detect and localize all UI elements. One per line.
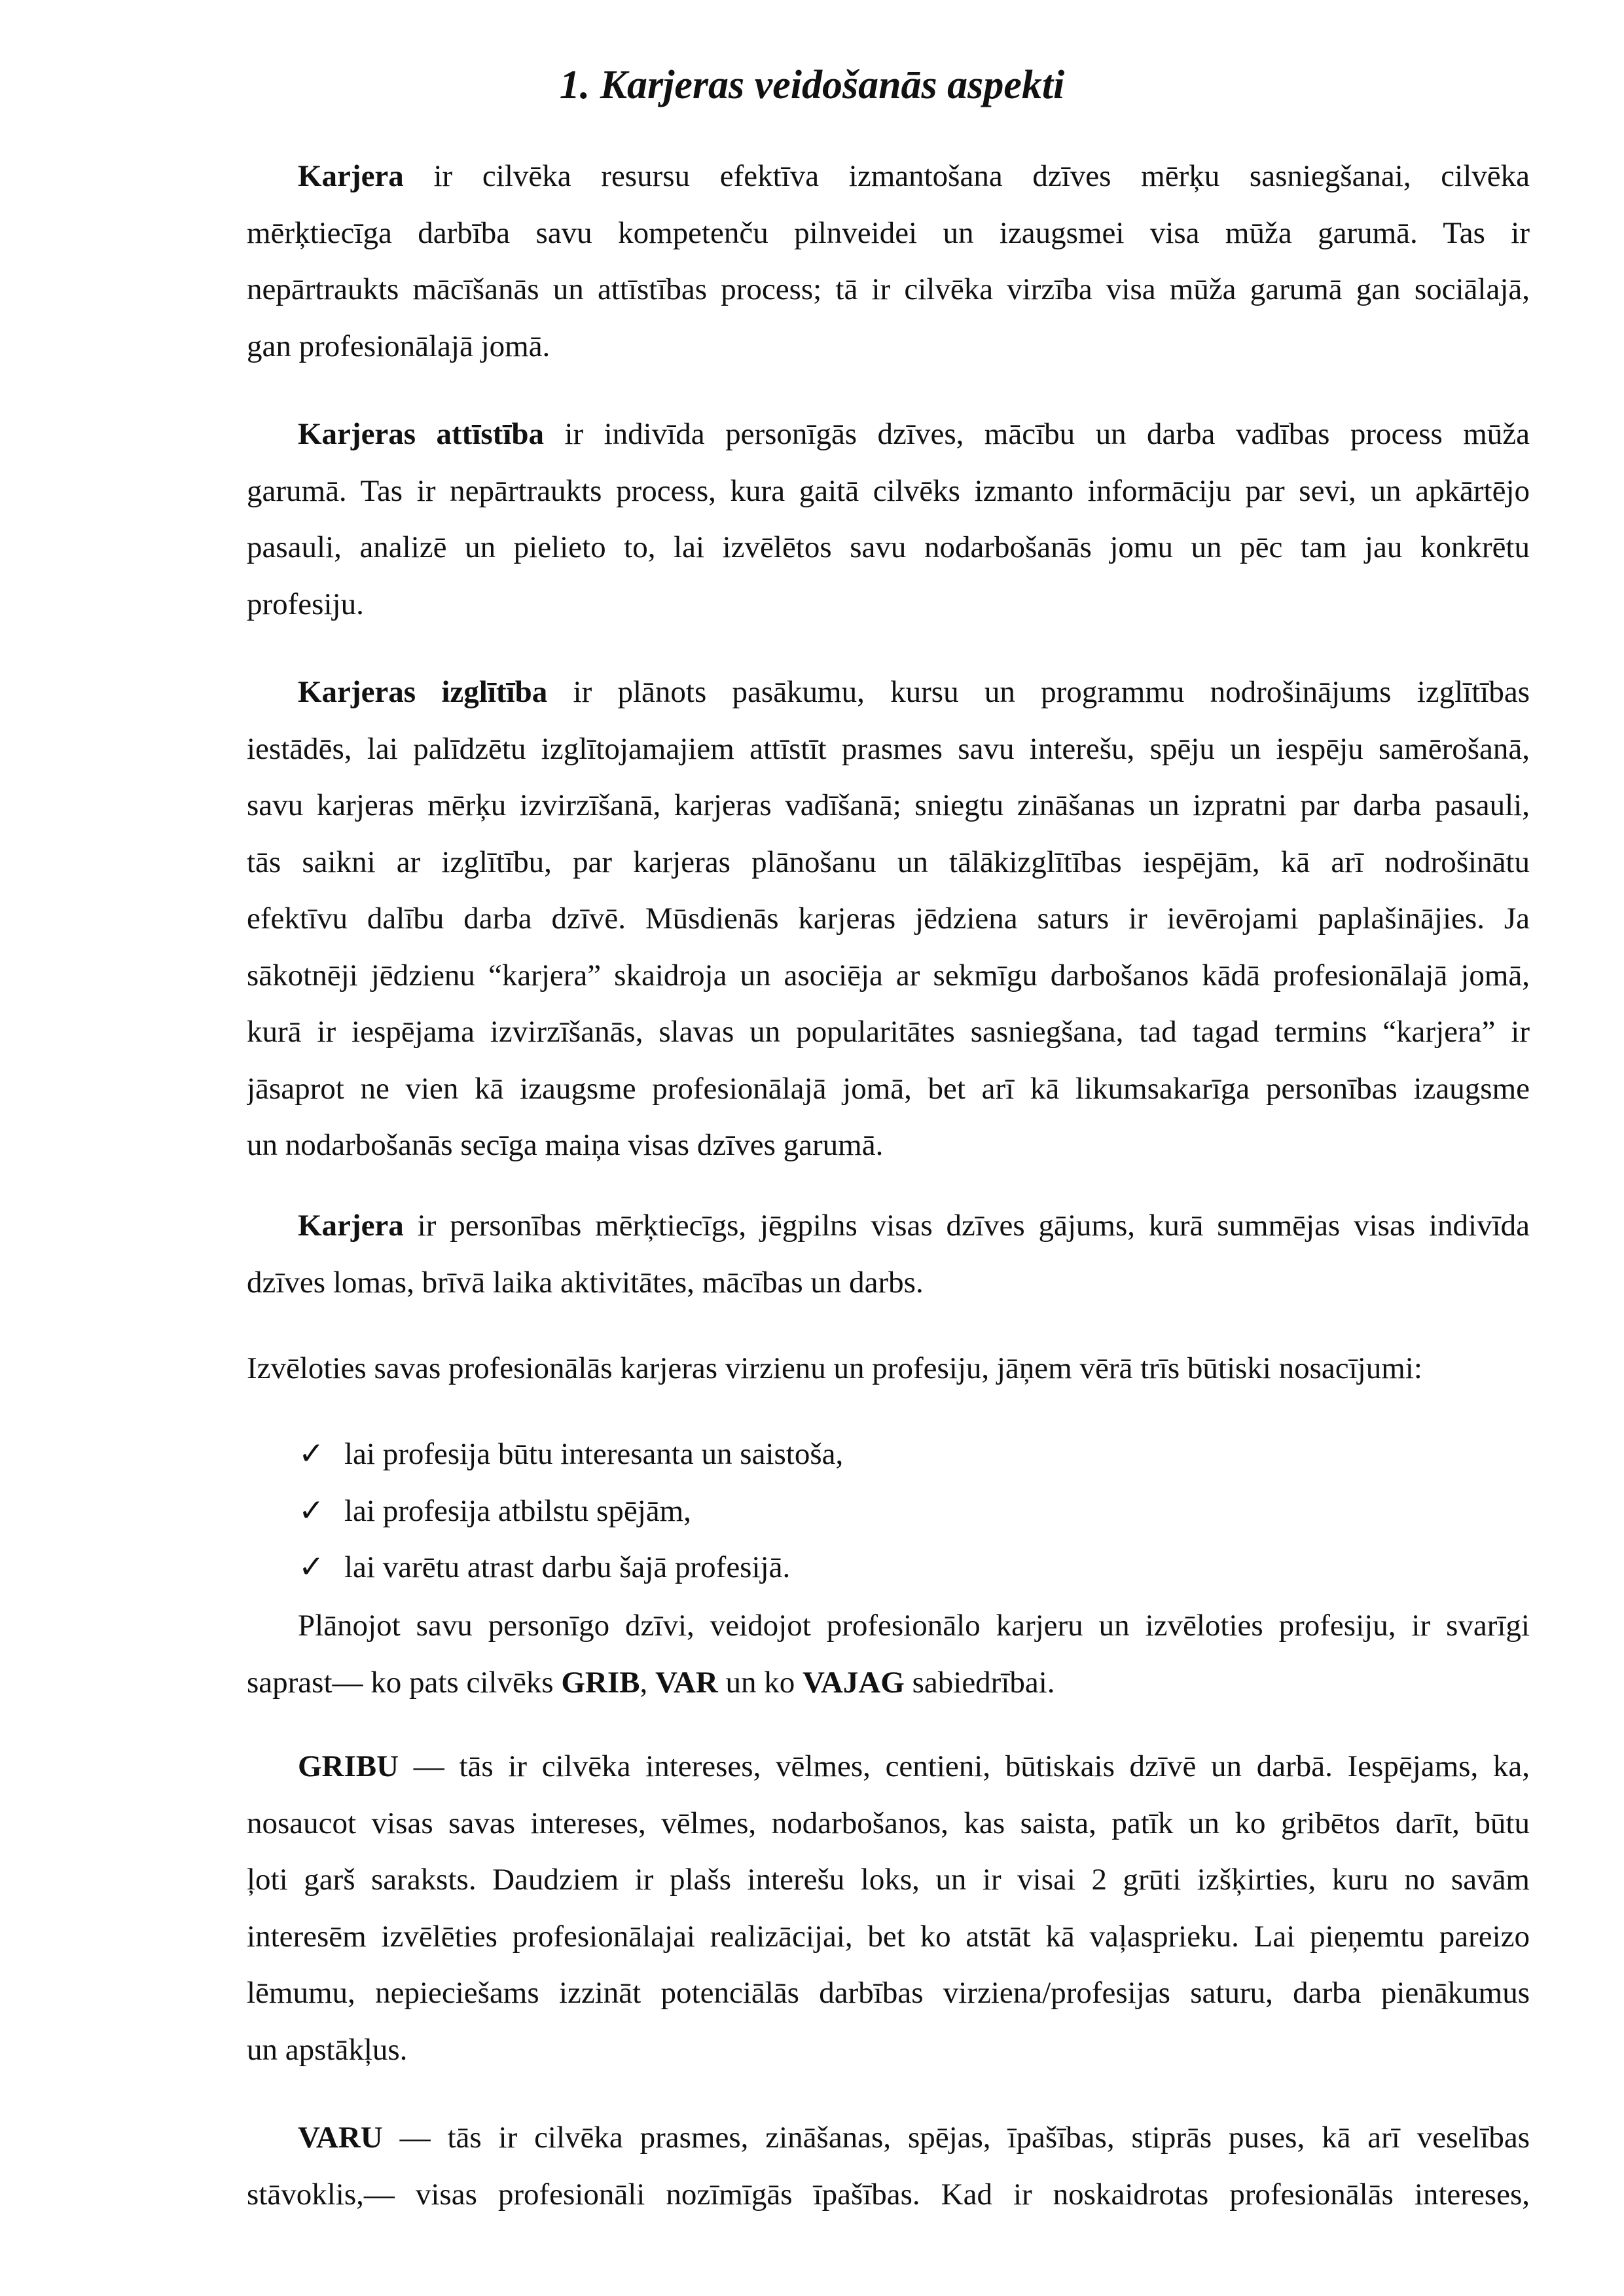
paragraph-line: ļoti garš saraksts. Daudziem ir plašs interešu loks, un ir visai 2 grūti izšķirties, kuru no savām — [247, 1863, 1530, 1897]
paragraph-gribu — [247, 1738, 1530, 2078]
term-karjera: Karjera — [298, 159, 404, 193]
paragraph-line: GRIBU — tās ir cilvēka intereses, vēlmes, centieni, būtiskais dzīvē un darbā. Iespējams, ka, — [298, 1749, 1530, 1783]
paragraph-line: sākotnēji jēdzienu “karjera” skaidroja un asociēja ar sekmīgu darbošanos kādā profesionālajā jomā, — [247, 958, 1530, 993]
paragraph-line: lēmumu, nepieciešams izzināt potenciālās darbības virziena/profesijas saturu, darba pienākumus — [247, 1976, 1530, 2010]
paragraph-karjeras-izglitiba — [247, 664, 1530, 1174]
checkmark-icon: ✓ — [298, 1550, 325, 1584]
paragraph-varu — [247, 2109, 1530, 2223]
paragraph-line: profesiju. — [247, 587, 364, 621]
checkmark-icon: ✓ — [298, 1493, 325, 1528]
term-gribu: GRIBU — [298, 1749, 399, 1783]
paragraph-line: gan profesionālajā jomā. — [247, 329, 550, 363]
paragraph-line: pasauli, analizē un pielieto to, lai izvēlētos savu nodarbošanās jomu un pēc tam jau konkrētu — [247, 530, 1530, 564]
paragraph-line: nosaucot visas savas intereses, vēlmes, nodarbošanos, kas saista, patīk un ko gribētos darīt, būtu — [247, 1806, 1530, 1840]
paragraph-line: efektīvu dalību darba dzīvē. Mūsdienās karjeras jēdziena saturs ir ievērojami paplašinājies. Ja — [247, 902, 1530, 936]
paragraph-line: VARU — tās ir cilvēka prasmes, zināšanas, spējas, īpašības, stiprās puses, kā arī veselības — [298, 2121, 1530, 2155]
paragraph-line: dzīves lomas, brīvā laika aktivitātes, mācības un darbs. — [247, 1265, 924, 1300]
paragraph-karjeras-attistiba — [247, 406, 1530, 632]
term-karjeras-attistiba: Karjeras attīstība — [298, 417, 545, 451]
paragraph-line: kurā ir iespējama izvirzīšanās, slavas un popularitātes sasniegšana, tad tagad termins “karjera” ir — [247, 1015, 1530, 1049]
paragraph-line: un apstākļus. — [247, 2032, 408, 2067]
paragraph-line: savu karjeras mērķu izvirzīšanā, karjeras vadīšanā; sniegtu zināšanas un izpratni par darba pasauli, — [247, 788, 1530, 822]
paragraph-line: Plānojot savu personīgo dzīvi, veidojot profesionālo karjeru un izvēloties profesiju, ir svarīgi — [298, 1609, 1530, 1643]
paragraph-line: jāsaprot ne vien kā izaugsme profesionālajā jomā, bet arī kā likumsakarīga personības izaugsme — [247, 1071, 1530, 1106]
paragraph-karjera — [247, 148, 1530, 374]
checkmark-icon: ✓ — [298, 1437, 325, 1471]
paragraph-line: Izvēloties savas profesionālās karjeras virzienu un profesiju, jāņem vērā trīs būtiski nosacījumi: — [247, 1351, 1422, 1385]
term-vajag: VAJAG — [803, 1665, 905, 1700]
page-title: 1. Karjeras veidošanās aspekti — [559, 63, 1065, 107]
paragraph-line: Karjera ir personības mērķtiecīgs, jēgpilns visas dzīves gājums, kurā summējas visas indivīda — [298, 1209, 1530, 1243]
paragraph-line: iestādēs, lai palīdzētu izglītojamajiem attīstīt prasmes savu interešu, spēju un iespēju samērošanā, — [247, 731, 1530, 766]
paragraph-line: stāvoklis,— visas profesionāli nozīmīgās īpašības. Kad ir noskaidrotas profesionālās intereses, — [247, 2177, 1530, 2212]
paragraph-line: Karjeras attīstība ir indivīda personīgās dzīves, mācību un darba vadības process mūža — [298, 417, 1530, 451]
term-varu: VARU — [298, 2121, 383, 2155]
term-karjeras-izglitiba: Karjeras izglītība — [298, 675, 548, 709]
term-karjera: Karjera — [298, 1209, 404, 1243]
term-grib: GRIB — [561, 1665, 640, 1700]
paragraph-line: mērķtiecīga darbība savu kompetenču pilnveidei un izaugsmei visa mūža garumā. Tas ir — [247, 215, 1530, 250]
term-var: VAR — [655, 1665, 718, 1700]
paragraph-line: garumā. Tas ir nepārtraukts process, kura gaitā cilvēks izmanto informāciju par sevi, un apkārtējo — [247, 473, 1530, 508]
paragraph-line: interesēm izvēlēties profesionālajai realizācijai, bet ko atstāt kā vaļasprieku. Lai pieņemtu pareizo — [247, 1919, 1530, 1954]
paragraph-conditions-intro — [247, 1340, 1530, 1397]
checklist — [298, 1426, 843, 1596]
paragraph-line: tās saikni ar izglītību, par karjeras plānošanu un tālākizglītības iespējām, kā arī nodrošinātu — [247, 845, 1530, 879]
paragraph-line: un nodarbošanās secīga maiņa visas dzīves garumā. — [247, 1128, 884, 1162]
paragraph-line: saprast— ko pats cilvēks GRIB, VAR un ko VAJAG sabiedrībai. — [247, 1665, 1055, 1700]
paragraph-line: Karjeras izglītība ir plānots pasākumu, kursu un programmu nodrošinājums izglītības — [298, 675, 1530, 709]
paragraph-grib-var-vajag — [247, 1597, 1530, 1711]
list-item: ✓ lai profesija atbilstu spējām, — [298, 1483, 843, 1540]
paragraph-line: Karjera ir cilvēka resursu efektīva izmantošana dzīves mērķu sasniegšanai, cilvēka — [298, 159, 1530, 193]
paragraph-line: nepārtraukts mācīšanās un attīstības process; tā ir cilvēka virzība visa mūža garumā gan sociālajā, — [247, 272, 1530, 306]
list-item: ✓ lai profesija būtu interesanta un saistoša, — [298, 1426, 843, 1483]
paragraph-karjera-2 — [247, 1197, 1530, 1311]
list-item: ✓ lai varētu atrast darbu šajā profesijā. — [298, 1539, 843, 1596]
